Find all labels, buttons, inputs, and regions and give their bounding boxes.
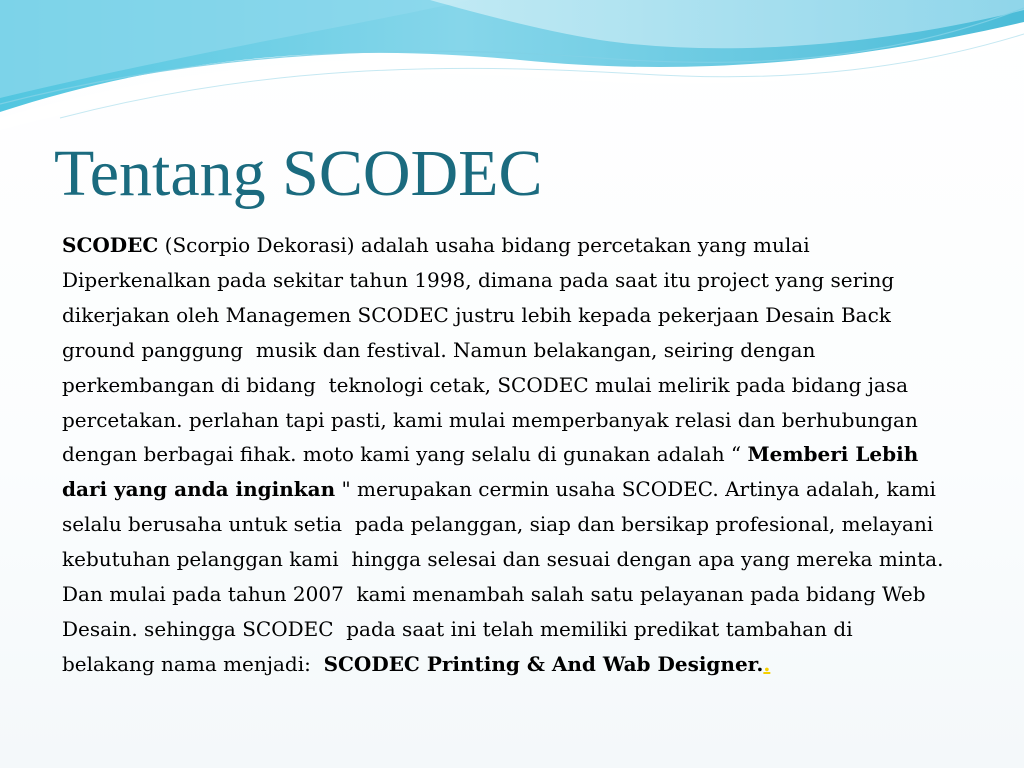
- body-text-run: kebutuhan pelanggan kami hingga selesai dan sesuai dengan apa yang mereka minta.: [62, 547, 944, 572]
- body-line: [62, 298, 972, 333]
- body-line: [62, 403, 972, 438]
- slide-title: Tentang SCODEC: [54, 137, 543, 210]
- body-text-run: belakang nama menjadi:: [62, 651, 324, 676]
- body-text-run: Desain. sehingga SCODEC pada saat ini telah memiliki predikat tambahan di: [62, 616, 853, 641]
- body-text-run: Dan mulai pada tahun 2007 kami menambah salah satu pelayanan pada bidang Web: [62, 582, 926, 607]
- body-line: [62, 228, 972, 263]
- body-line: [62, 507, 972, 542]
- body-line: [62, 368, 972, 403]
- header-wave-decoration: [0, 0, 1024, 130]
- body-text-run: perkembangan di bidang teknologi cetak, SCODEC mulai melirik pada bidang jasa: [62, 372, 909, 397]
- body-line: [62, 542, 972, 577]
- bold-text: dari yang anda inginkan: [62, 477, 336, 502]
- body-line: [62, 263, 972, 298]
- body-text-run: selalu berusaha untuk setia pada pelanggan, siap dan bersikap profesional, melayani: [62, 512, 934, 537]
- body-line: [62, 577, 972, 612]
- body-text-run: percetakan. perlahan tapi pasti, kami mulai memperbanyak relasi dan berhubungan: [62, 407, 918, 432]
- bold-text: Memberi Lebih: [747, 442, 919, 467]
- body-text-run: " merupakan cermin usaha SCODEC. Artinya adalah, kami: [335, 477, 936, 502]
- body-line: [62, 647, 972, 682]
- body-line: [62, 472, 972, 507]
- body-text-run: ground panggung musik dan festival. Namun belakangan, seiring dengan: [62, 337, 816, 362]
- bold-text: SCODEC Printing & And Wab Designer.: [323, 651, 764, 676]
- body-text-run: dengan berbagai fihak. moto kami yang selalu di gunakan adalah “: [62, 442, 748, 467]
- bold-text: SCODEC: [62, 233, 159, 257]
- body-text-run: Diperkenalkan pada sekitar tahun 1998, dimana pada saat itu project yang sering: [62, 267, 895, 292]
- accent-period: .: [763, 651, 771, 676]
- body-text-run: dikerjakan oleh Managemen SCODEC justru lebih kepada pekerjaan Desain Back: [62, 302, 891, 327]
- body-paragraph: [62, 228, 972, 682]
- body-line: [62, 437, 972, 472]
- body-line: [62, 333, 972, 368]
- body-line: [62, 612, 972, 647]
- body-text-run: (Scorpio Dekorasi) adalah usaha bidang percetakan yang mulai: [158, 233, 810, 257]
